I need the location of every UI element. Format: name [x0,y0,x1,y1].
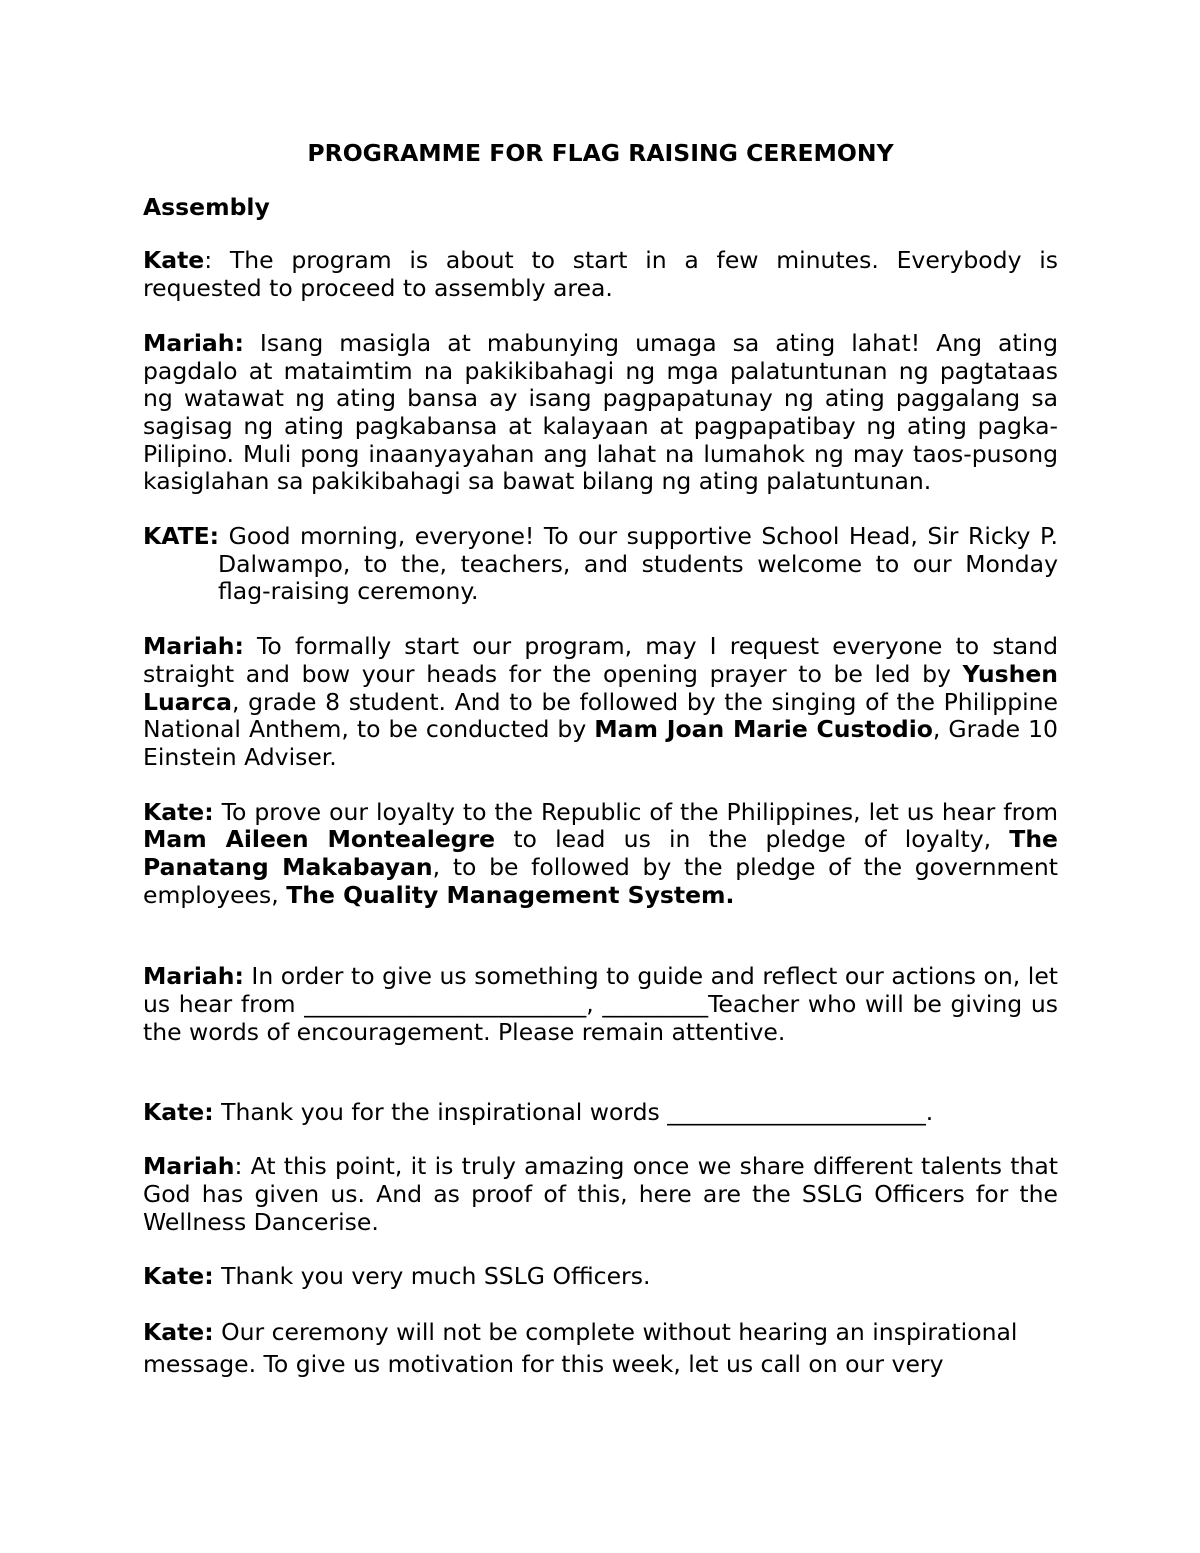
paragraph-text: , to be followed by the pledge of the government employees, [143,853,1058,909]
speaker-name: KATE: [143,522,220,551]
paragraph-kate-thanks-officers [143,1263,1058,1291]
paragraph-kate-thanks-words [143,1099,1058,1127]
paragraph-text: , Grade 10 Einstein Adviser. [143,715,1058,771]
pledge-name: The Quality Management System. [286,880,735,909]
paragraph-text: To prove our loyalty to the Republic of the Philippines, let us hear from [213,797,1058,826]
person-name: Mam Joan Marie Custodio [594,715,933,744]
speaker-name: Mariah: [143,328,244,357]
paragraph-mariah-prayer-anthem [143,633,1058,772]
paragraph-text: Our ceremony will not be complete without hearing an inspirational message. To give us motivation for this week, let us call on our very [143,1318,1018,1379]
person-name: Yushen Luarca [143,659,1058,716]
paragraph-text: : The program is about to start in a few minutes. Everybody is requested to proceed to assembly area. [143,246,1058,303]
paragraph-kate-pledge [143,799,1058,910]
paragraph-kate-welcome [143,523,1058,606]
paragraph-text: Isang masigla at mabunying umaga sa ating lahat! Ang ating pagdalo at mataimtim na pakikibahagi ng mga palatuntunan ng pagtataas ng watawat ng ating bansa ay isang pagpapatunay ng ating paggalang sa sagisag ng ating pagkabansa at kalayaan at pagpapatibay ng ating pagka-Pilipino. Muli pong inaanyayahan ang lahat na lumahok ng may taos-pusong kasiglahan sa pakikibahagi sa bawat bilang ng ating palatuntunan. [143,328,1058,496]
section-heading-assembly: Assembly [143,192,270,221]
speaker-name: Kate: [143,1097,214,1126]
paragraph-kate-opening [143,247,1058,302]
pledge-name: The Panatang Makabayan [143,825,1058,882]
paragraph-text: Good morning, everyone! To our supportive School Head, Sir Ricky P. Dalwampo, to the, teachers, and students welcome to our Monday flag-raising ceremony. [218,522,1058,606]
speaker-name: Mariah [143,1152,235,1181]
paragraph-text: Thank you for the inspirational words ______________________. [213,1097,934,1126]
paragraph-text: : At this point, it is truly amazing once we share different talents that God has given us. And as proof of this, here are the SSLG Officers for the Wellness Dancerise. [143,1152,1058,1236]
paragraph-kate-message [143,1316,1058,1380]
paragraph-text: In order to give us something to guide and reflect our actions on, let us hear from ________________________, _________Teacher who will be giving us the words of encouragement. Please remain attentive. [143,962,1058,1046]
speaker-name: Kate: [143,797,214,826]
paragraph-text: to lead us in the pledge of loyalty, [495,825,1010,854]
paragraph-mariah-encouragement [143,963,1058,1046]
speaker-name: Kate: [143,1262,214,1291]
paragraph-mariah-greeting [143,330,1058,496]
speaker-name: Kate [143,246,205,275]
person-name: Mam Aileen Montealegre [143,825,496,854]
paragraph-text: Thank you very much SSLG Officers. [213,1262,651,1291]
speaker-name: Mariah: [143,962,244,991]
speaker-name: Mariah: [143,632,244,661]
document-title: PROGRAMME FOR FLAG RAISING CEREMONY [307,139,894,167]
paragraph-text: , grade 8 student. And to be followed by the singing of the Philippine National Anthem, to be conducted by [143,687,1058,744]
paragraph-mariah-talents [143,1153,1058,1236]
paragraph-text: To formally start our program, may I request everyone to stand straight and bow your heads for the opening prayer to be led by [143,632,1058,688]
document-page [143,140,1058,1407]
speaker-name: Kate: [143,1318,214,1347]
